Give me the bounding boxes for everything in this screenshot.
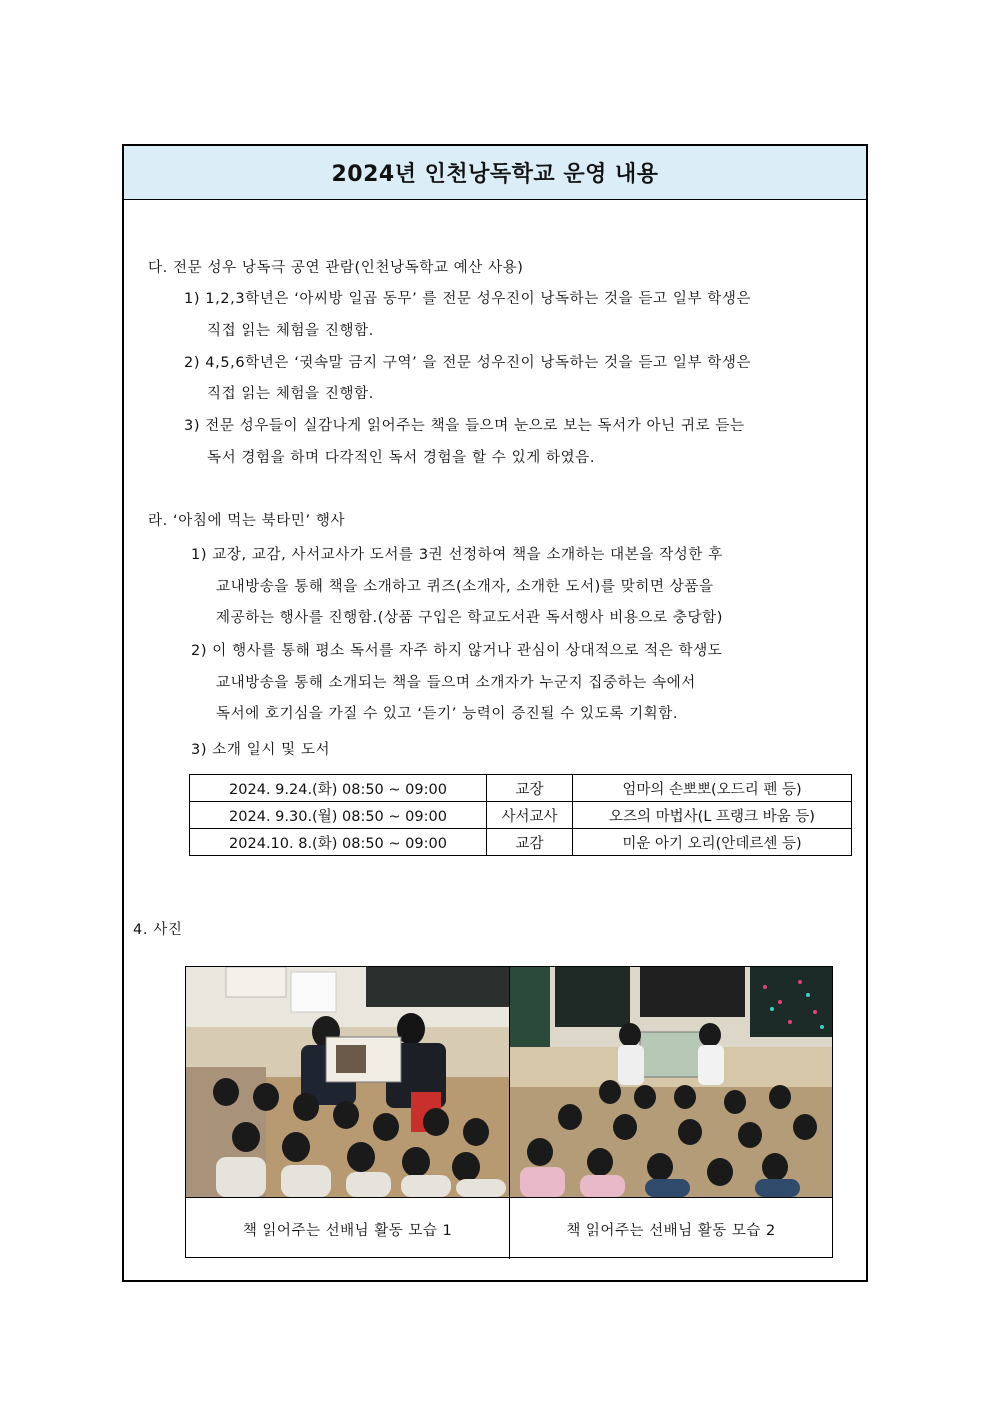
- section-da-item3-line2: 독서 경험을 하며 다각적인 독서 경험을 할 수 있게 하였음.: [207, 450, 596, 466]
- classroom-reading-photo-2: [510, 967, 832, 1197]
- schedule-date: 2024. 9.30.(월) 08:50 ~ 09:00: [190, 802, 487, 829]
- section-ra-item2-line3: 독서에 호기심을 가질 수 있고 ‘듣기’ 능력이 증진될 수 있도록 기획함.: [216, 706, 679, 722]
- section-da-item2-line1: 2) 4,5,6학년은 ‘귓속말 금지 구역’ 을 전문 성우진이 낭독하는 것을 듣고 일부 학생은: [184, 355, 752, 371]
- photo-table: [185, 966, 833, 1258]
- photo-caption-2: 책 읽어주는 선배님 활동 모습 2: [510, 1197, 832, 1260]
- table-row: [190, 829, 852, 856]
- schedule-date: 2024.10. 8.(화) 08:50 ~ 09:00: [190, 829, 487, 856]
- section-photo-heading: 4. 사진: [133, 922, 183, 938]
- schedule-presenter: 교감: [487, 829, 573, 856]
- table-row: [190, 775, 852, 802]
- photo-2: [510, 967, 832, 1197]
- page-title: 2024년 인천낭독학교 운영 내용: [331, 162, 659, 187]
- classroom-reading-photo-1: [186, 967, 509, 1197]
- table-row: [190, 802, 852, 829]
- section-ra-item2-line1: 2) 이 행사를 통해 평소 독서를 자주 하지 않거나 관심이 상대적으로 적은 학생도: [191, 643, 723, 659]
- section-ra-item1-line3: 제공하는 행사를 진행함.(상품 구입은 학교도서관 독서행사 비용으로 충당함): [216, 610, 724, 626]
- section-da-item2-line2: 직접 읽는 체험을 진행함.: [207, 386, 374, 402]
- schedule-presenter: 사서교사: [487, 802, 573, 829]
- section-da-item3-line1: 3) 전문 성우들이 실감나게 읽어주는 책을 들으며 눈으로 보는 독서가 아닌 귀로 듣는: [184, 418, 745, 434]
- schedule-book: 미운 아기 오리(안데르센 등): [573, 829, 852, 856]
- section-da-item1-line2: 직접 읽는 체험을 진행함.: [207, 323, 374, 339]
- section-da-heading: 다. 전문 성우 낭독극 공연 관람(인천낭독학교 예산 사용): [148, 260, 524, 276]
- schedule-presenter: 교장: [487, 775, 573, 802]
- photo-caption-1: 책 읽어주는 선배님 활동 모습 1: [186, 1197, 509, 1260]
- section-ra-item1-line2: 교내방송을 통해 책을 소개하고 퀴즈(소개자, 소개한 도서)를 맞히면 상품을: [216, 579, 714, 595]
- schedule-date: 2024. 9.24.(화) 08:50 ~ 09:00: [190, 775, 487, 802]
- section-da-item1-line1: 1) 1,2,3학년은 ‘아씨방 일곱 동무’ 를 전문 성우진이 낭독하는 것을 듣고 일부 학생은: [184, 291, 752, 307]
- section-ra-item2-line2: 교내방송을 통해 소개되는 책을 들으며 소개자가 누군지 집중하는 속에서: [216, 675, 696, 691]
- section-ra-heading: 라. ‘아침에 먹는 북타민’ 행사: [148, 513, 346, 529]
- schedule-book: 오즈의 마법사(L 프랭크 바움 등): [573, 802, 852, 829]
- section-ra-item3: 3) 소개 일시 및 도서: [191, 742, 331, 758]
- schedule-table: [189, 774, 852, 856]
- photo-1: [186, 967, 509, 1197]
- schedule-book: 엄마의 손뽀뽀(오드리 펜 등): [573, 775, 852, 802]
- title-bar: [124, 146, 866, 200]
- section-ra-item1-line1: 1) 교장, 교감, 사서교사가 도서를 3권 선정하여 책을 소개하는 대본을 작성한 후: [191, 547, 723, 563]
